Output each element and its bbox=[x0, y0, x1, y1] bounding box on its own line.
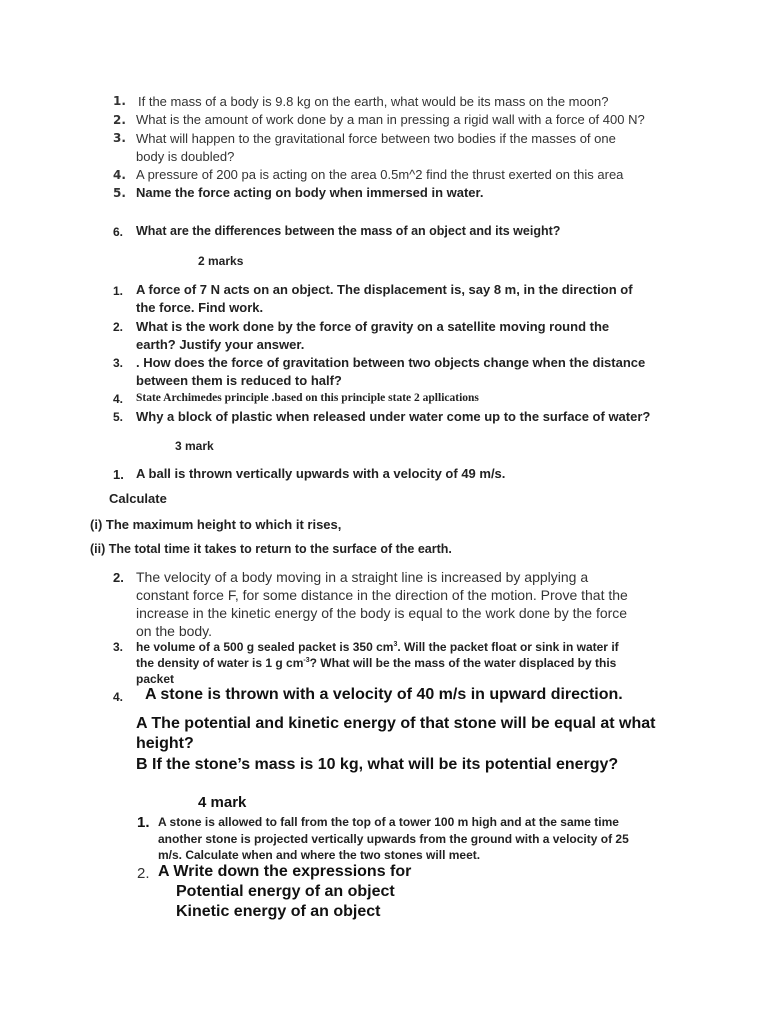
question-text: A stone is allowed to fall from the top of a tower 100 m high and at the same time bbox=[158, 815, 619, 829]
list-number: 5. bbox=[113, 410, 124, 424]
question-text: Name the force acting on body when immersed in water. bbox=[136, 185, 484, 200]
question-text: A Write down the expressions for bbox=[158, 863, 412, 880]
part-a-text: A The potential and kinetic energy of that stone will be equal at what bbox=[136, 715, 656, 732]
question-text: packet bbox=[136, 672, 175, 686]
calculate-label: Calculate bbox=[109, 491, 167, 506]
question-text: the force. Find work. bbox=[136, 300, 264, 315]
question-text: Why a block of plastic when released under water come up to the surface of water? bbox=[136, 409, 651, 424]
question-text: What is the work done by the force of gravity on a satellite moving round the bbox=[136, 319, 610, 334]
question-text: What will happen to the gravitational force between two bodies if the masses of one bbox=[136, 131, 616, 146]
list-number: 6. bbox=[113, 225, 124, 239]
section-heading-4-mark: 4 mark bbox=[198, 794, 247, 811]
question-text: on the body. bbox=[136, 623, 213, 639]
list-number: 4. bbox=[113, 690, 124, 704]
list-number: 2. bbox=[113, 320, 124, 334]
list-number: 3. bbox=[113, 640, 124, 654]
list-number: 1. bbox=[137, 814, 150, 831]
question-text: m/s. Calculate when and where the two stones will meet. bbox=[158, 848, 481, 862]
question-text: he volume of a 500 g sealed packet is 350 $cm^3$. Will the packet float or sink in water if bbox=[136, 640, 619, 654]
list-number: 3. bbox=[113, 356, 124, 370]
question-text: Potential energy of an object bbox=[176, 883, 395, 900]
list-number: 2. bbox=[113, 113, 126, 127]
question-text: A pressure of 200 pa is acting on the area 0.5m^2 find the thrust exerted on this area bbox=[136, 167, 624, 182]
list-number: 3. bbox=[113, 131, 126, 145]
question-text: Kinetic energy of an object bbox=[176, 903, 381, 920]
question-text: increase in the kinetic energy of the body is equal to the work done by the force bbox=[136, 605, 628, 621]
list-number: 1. bbox=[113, 284, 124, 298]
section-heading-2-marks: 2 marks bbox=[198, 254, 244, 268]
part-a-text: height? bbox=[136, 735, 194, 752]
question-text: . How does the force of gravitation between two objects change when the distance bbox=[136, 355, 646, 370]
list-number: 2. bbox=[137, 865, 150, 882]
question-text: State Archimedes principle .based on this principle state 2 apllications bbox=[136, 392, 479, 404]
section-heading-3-mark: 3 mark bbox=[175, 439, 214, 453]
list-number: 4. bbox=[113, 392, 124, 406]
question-text: the density of water is 1 g $cm^{-3}$? What will be the mass of the water displaced by this bbox=[136, 656, 617, 670]
question-text: another stone is projected vertically upwards from the ground with a velocity of 25 bbox=[158, 832, 629, 846]
question-text: A force of 7 N acts on an object. The displacement is, say 8 m, in the direction of bbox=[136, 282, 633, 297]
list-number: 1. bbox=[113, 94, 126, 108]
question-text: If the mass of a body is 9.8 kg on the earth, what would be its mass on the moon? bbox=[138, 94, 609, 109]
part-b-text: B If the stone’s mass is 10 kg, what will be its potential energy? bbox=[136, 756, 619, 773]
question-text: body is doubled? bbox=[136, 149, 235, 164]
sub-question-i: (i) The maximum height to which it rises, bbox=[90, 517, 342, 532]
list-number: 2. bbox=[113, 570, 124, 585]
list-number: 4. bbox=[113, 168, 126, 182]
question-text: A ball is thrown vertically upwards with a velocity of 49 m/s. bbox=[136, 466, 506, 481]
question-text: between them is reduced to half? bbox=[136, 373, 342, 388]
question-text: What is the amount of work done by a man in pressing a rigid wall with a force of 400 N? bbox=[136, 112, 645, 127]
list-number: 5. bbox=[113, 186, 126, 200]
sub-question-ii: (ii) The total time it takes to return to the surface of the earth. bbox=[90, 542, 452, 556]
question-text: A stone is thrown with a velocity of 40 m/s in upward direction. bbox=[145, 686, 623, 703]
question-text: constant force F, for some distance in the direction of the motion. Prove that the bbox=[136, 587, 628, 603]
question-text: earth? Justify your answer. bbox=[136, 337, 305, 352]
question-text: What are the differences between the mass of an object and its weight? bbox=[136, 224, 561, 238]
list-number: 1. bbox=[113, 467, 124, 482]
question-text: The velocity of a body moving in a straight line is increased by applying a bbox=[136, 569, 589, 585]
